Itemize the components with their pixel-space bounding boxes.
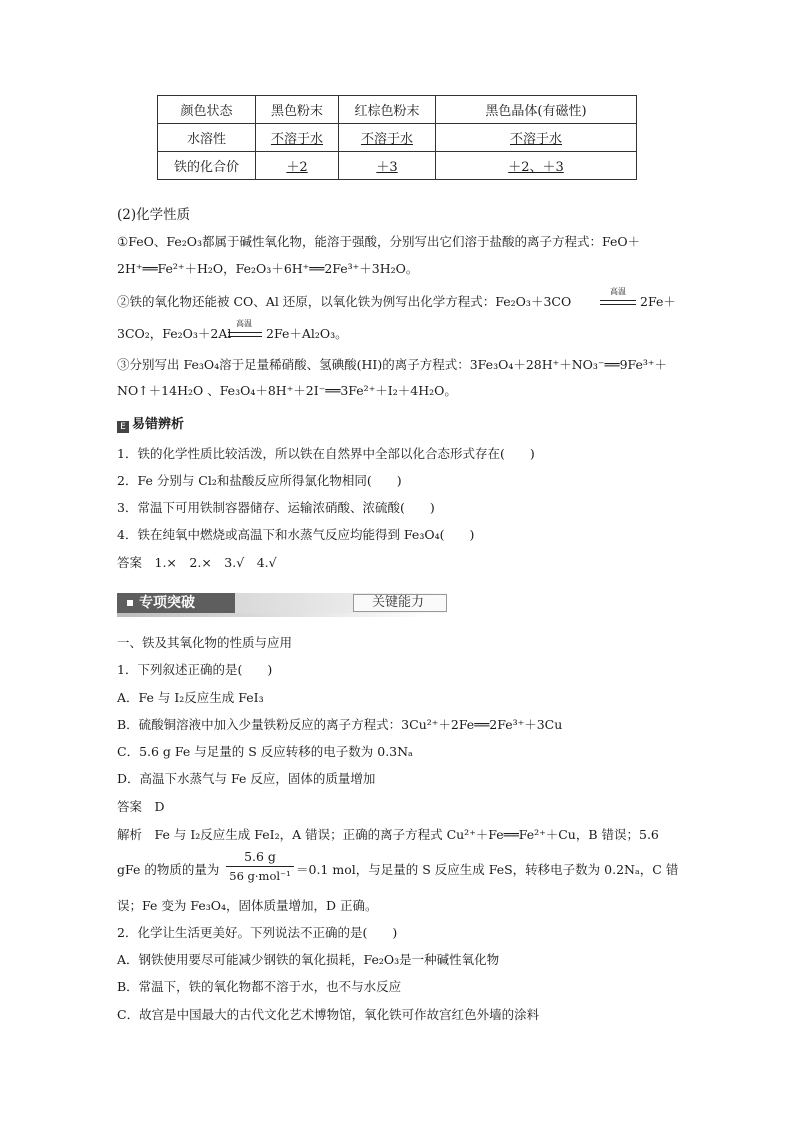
section-heading: 一、铁及其氧化物的性质与应用 [117,635,293,650]
explanation-line: gFe 的物质的量为 [117,862,220,877]
question: 2．化学让生活更美好。下列说法不正确的是( ) [117,925,398,940]
equals-arrow [600,300,636,305]
option: D．高温下水蒸气与 Fe 反应，固体的质量增加 [117,771,376,786]
option: C．故宫是中国最大的古代文化艺术博物馆，氧化铁可作故宫红色外墙的涂料 [117,1007,540,1022]
paragraph-line: ③分别写出 Fe₃O₄溶于足量稀硝酸、氢碘酸(HI)的离子方程式：3Fe₃O₄＋28H⁺＋NO₃⁻══9Fe³⁺＋ [117,357,668,372]
error-analysis-heading: E 易错辨析 [117,415,184,435]
answer-line: 答案 D [117,799,165,814]
answer-line: 答案 1.× 2.× 3.√ 4.√ [117,555,277,570]
square-bullet-icon [127,600,133,606]
option: B．硫酸铜溶液中加入少量铁粉反应的离子方程式：3Cu²⁺＋2Fe══2Fe³⁺＋3Cu [117,717,563,732]
list-item: 2．Fe 分别与 Cl₂和盐酸反应所得氯化物相同( ) [117,473,402,488]
paragraph-line: NO↑＋14H₂O 、Fe₃O₄＋8H⁺＋2I⁻══3Fe²⁺＋I₂＋4H₂O。 [117,383,457,398]
option: A．钢铁使用要尽可能减少钢铁的氧化损耗，Fe₂O₃是一种碱性氧化物 [117,952,500,967]
banner-title: 专项突破 [139,595,195,611]
reaction-condition: 高温 [610,287,626,296]
table-cell: ＋2、＋3 [436,152,637,180]
table-cell: 水溶性 [158,124,256,152]
fraction [226,848,294,888]
error-analysis-icon: E [117,421,129,433]
paragraph-line: 2Fe＋Al₂O₃。 [266,326,348,341]
reaction-condition: 高温 [236,319,252,328]
table-cell: 黑色粉末 [256,96,339,124]
option: A．Fe 与 I₂反应生成 FeI₃ [117,690,264,705]
table-cell: 不溶于水 [256,124,339,152]
iron-oxide-properties-table [157,95,637,180]
table-cell: ＋3 [339,152,436,180]
banner-tab: 关键能力 [372,595,425,610]
explanation-line: 误；Fe 变为 Fe₃O₄，固体质量增加，D 正确。 [117,898,378,913]
table-row [158,124,637,152]
section-banner [117,593,430,613]
section-heading: (2)化学性质 [117,207,191,223]
paragraph-line: ②铁的氧化物还能被 CO、Al 还原，以氧化铁为例写出化学方程式：Fe₂O₃＋3CO [117,294,572,309]
table-cell: 颜色状态 [158,96,256,124]
table-cell: 不溶于水 [436,124,637,152]
explanation-line: 解析 Fe 与 I₂反应生成 FeI₂，A 错误；正确的离子方程式 Cu²⁺＋Fe══Fe²⁺＋Cu，B 错误；5.6 [117,827,659,842]
table-cell: 铁的化合价 [158,152,256,180]
list-item: 1．铁的化学性质比较活泼，所以铁在自然界中全部以化合态形式存在( ) [117,446,535,461]
fraction-numerator: 5.6 g [244,849,276,864]
paragraph-line: 2H⁺══Fe²⁺＋H₂O，Fe₂O₃＋6H⁺══2Fe³⁺＋3H₂O。 [117,261,419,276]
table-cell: 红棕色粉末 [339,96,436,124]
equals-arrow [228,332,262,337]
table-row [158,152,637,180]
table-cell: 黑色晶体(有磁性) [436,96,637,124]
table-row [158,96,637,124]
paragraph-line: 2Fe＋ [640,294,676,309]
option: B．常温下，铁的氧化物都不溶于水，也不与水反应 [117,979,402,994]
fraction-denominator: 56 g·mol⁻¹ [229,869,291,883]
paragraph-line: 3CO₂，Fe₂O₃＋2Al [117,326,232,341]
explanation-line: ＝0.1 mol，与足量的 S 反应生成 FeS，转移电子数为 0.2Nₐ，C 错 [296,862,679,877]
list-item: 4．铁在纯氧中燃烧或高温下和水蒸气反应均能得到 Fe₃O₄( ) [117,527,475,542]
question: 1．下列叙述正确的是( ) [117,662,273,677]
table-cell: ＋2 [256,152,339,180]
option: C．5.6 g Fe 与足量的 S 反应转移的电子数为 0.3Nₐ [117,744,413,759]
table-cell: 不溶于水 [339,124,436,152]
list-item: 3．常温下可用铁制容器储存、运输浓硝酸、浓硫酸( ) [117,500,435,515]
paragraph-line: ①FeO、Fe₂O₃都属于碱性氧化物，能溶于强酸，分别写出它们溶于盐酸的离子方程式：FeO＋ [117,234,641,249]
